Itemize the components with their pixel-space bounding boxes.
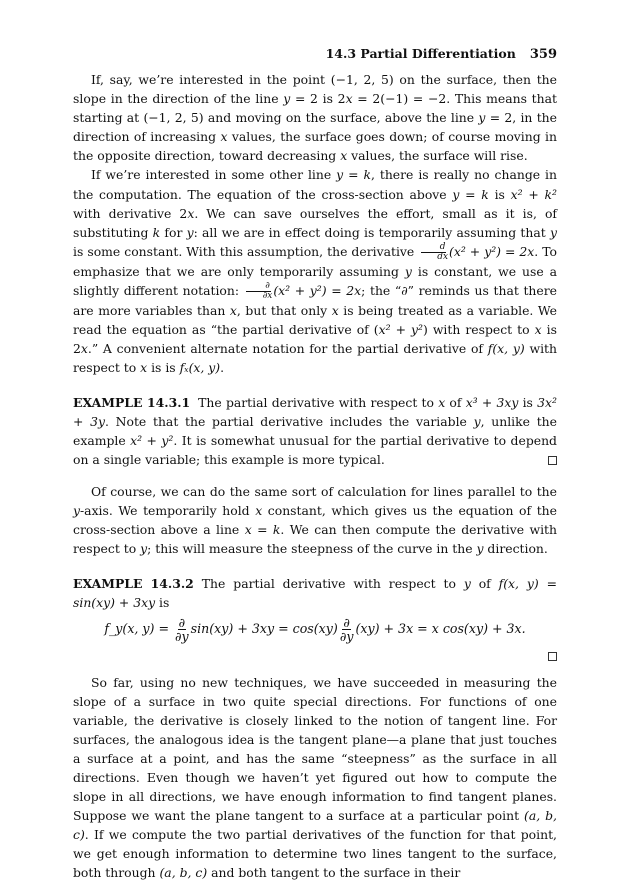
partial-dx-fraction: $\frac{\partial}{\partial x}$ xyxy=(245,282,273,301)
example-14-3-2: EXAMPLE 14.3.2 The partial derivative with respect to y of f(x, y) = sin(xy) + 3xy is xyxy=(73,575,557,610)
d-dx-fraction: $\frac{d}{dx}$ xyxy=(419,243,448,262)
example-title: EXAMPLE 14.3.1 xyxy=(73,395,191,411)
document-page xyxy=(73,0,558,881)
page-number: 359 xyxy=(529,47,557,62)
paragraph-1: If, say, we’re interested in the point (−1, 2, 5) on the surface, then the slope in the direction of the line y = 2 is 2x = 2(−1) = −2. This means that starting at (−1, 2, 5) and moving on the surface, above the line y = 2, in the direction of increasing x values, the surface goes down; of course moving in the opposite direction, toward decreasing x values, the surface will rise. xyxy=(73,72,558,164)
partial-dy-fraction-2: ∂ ∂y xyxy=(339,615,354,645)
section-title: 14.3 Partial Differentiation xyxy=(325,46,516,61)
running-head xyxy=(326,46,557,62)
paragraph-2: If we’re interested in some other line y = k, there is really no change in the computation. The equation of the cross-section above y = k is x² + k² with derivative 2x. We can save ourselves the effort, small as it is, of substituting k for y: all we are in effect doing is temporarily assuming that y is some constant. With this assumption, the derivative $\frac{d}{dx}$ (x² + y²) = 2x. To emphasize that we are only temporarily assuming y is constant, we use a slightly different notation: $\frac{\partial}{\partial x}$ (x² + y²) = 2x; the “∂” reminds us that there are more variables than x, but that only x is being treated as a variable. We read the equation as “the partial derivative of (x² + y²) with respect to x is 2x.” A convenient alternate notation for the partial derivative of f(x, y) with respect to x is is fₓ(x, y). xyxy=(73,167,558,376)
end-of-example-icon xyxy=(548,456,557,465)
paragraph-3: Of course, we can do the same sort of calculation for lines parallel to the y-axis. We temporarily hold x constant, which gives us the equation of the cross-section above a line x = k. We can then compute the derivative with respect to y; this will measure the steepness of the curve in the y direction. xyxy=(73,483,557,556)
display-equation: f_y(x, y) = ∂ ∂y sin(xy) + 3xy = cos(xy) ∂ ∂y (xy) + 3x = x cos(xy) + 3x. xyxy=(104,615,526,645)
paragraph-4: So far, using no new techniques, we have succeeded in measuring the slope of a surface in two quite special directions. For functions of one variable, the derivative is closely linked to the notion of tangent line. For surfaces, the analogous idea is the tangent plane—a plane that just touches a surface at a point, and has the same “steepness” as the surface in all directions. Even though we haven’t yet figured out how to compute the slope in all directions, we have enough information to find tangent planes. Suppose we want the plane tangent to a surface at a particular point (a, b, c). If we compute the two partial derivatives of the function for that point, we get enough information to determine two lines tangent to the surface, both through (a, b, c) and both tangent to the surface in their xyxy=(73,674,557,881)
body-text xyxy=(73,70,557,883)
end-of-example-icon xyxy=(548,652,557,661)
partial-dy-fraction: ∂ ∂y xyxy=(175,615,189,645)
example-title: EXAMPLE 14.3.2 xyxy=(73,575,194,591)
example-14-3-1: EXAMPLE 14.3.1 The partial derivative with respect to x of x³ + 3xy is 3x² + 3y. Note that the partial derivative includes the variable y, unlike the example x² + y². It is somewhat unusual for the partial derivative to depend on a single variable; this example is more typical. xyxy=(73,395,557,468)
